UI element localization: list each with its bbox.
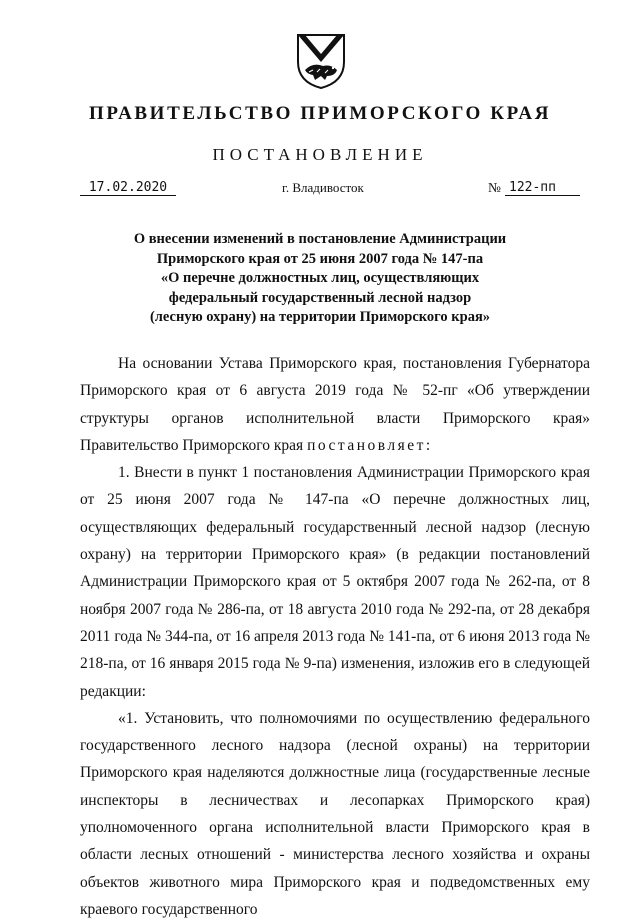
government-title: ПРАВИТЕЛЬСТВО ПРИМОРСКОГО КРАЯ (88, 103, 552, 124)
subject-line: О внесении изменений в постановление Администрации (133, 231, 507, 247)
resolves-word: постановляет: (307, 436, 433, 454)
subject-line: Приморского края от 25 июня 2007 года № 147-па (156, 250, 484, 267)
paragraph-preamble (80, 350, 590, 459)
document-city: г. Владивосток (282, 180, 364, 195)
paragraph-item-1: 1. Внести в пункт 1 постановления Администрации Приморского края от 25 июня 2007 года № 147-па «О перечне должностных лиц, осуществляющих федеральный государственный лесной надзор (лесную охрану) на территории Приморского края» (в редакции постановлений Администрации Приморского края от 5 октября 2007 года № 262-па, от 8 ноября 2007 года № 286-па, от 18 августа 2010 года № 292-па, от 28 декабря 2011 года № 344-па, от 16 апреля 2013 года № 141-па, от 6 июня 2013 года № 218-па, от 16 января 2015 года № 9-па) изменения, изложив его в следующей редакции: (80, 464, 590, 700)
number-value: 122-пп (505, 180, 580, 196)
subject-line: федеральный государственный лесной надзор (168, 289, 472, 306)
paragraph-new-wording: «1. Установить, что полномочиями по осуществлению федерального государственного лесного надзора (лесной охраны) на территории Приморского края наделяются должностные лица (государственные лесные инспекторы в лесничествах и лесопарках Приморского края) уполномоченного органа исполнительной власти Приморского края в области лесных отношений - министерства лесного хозяйства и охраны объектов животного мира Приморского края и подведомственных ему краевого государственного (80, 709, 590, 918)
document-type: ПОСТАНОВЛЕНИЕ (212, 145, 428, 164)
subject-line: «О перечне должностных лиц, осуществляющих (160, 270, 480, 286)
coat-of-arms-icon (295, 32, 347, 90)
subject-line: (лесную охрану) на территории Приморского края» (149, 309, 491, 325)
document-date: 17.02.2020 (80, 180, 176, 196)
document-subject (100, 230, 540, 328)
preamble-text: На основании Устава Приморского края, постановления Губернатора Приморского края от 6 августа 2019 года № 52-пг «Об утверждении структуры органов исполнительной власти Приморского края» Правительство Приморского края (80, 355, 590, 454)
number-sign: № (488, 180, 501, 195)
document-body (80, 350, 590, 923)
